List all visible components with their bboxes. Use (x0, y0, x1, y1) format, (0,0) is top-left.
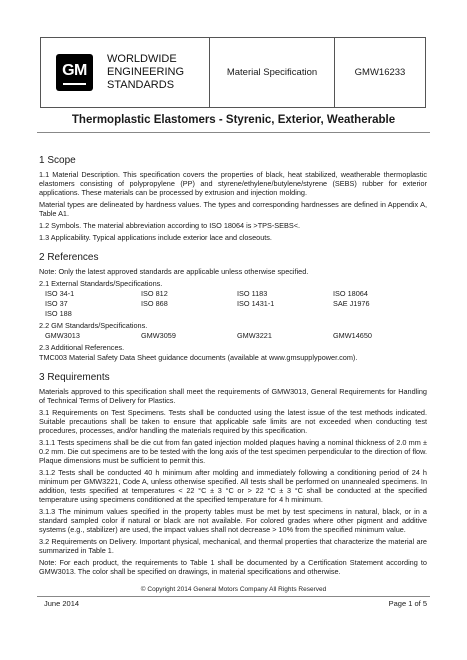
requirements-paragraph: Materials approved to this specification shall meet the requirements of GMW3013, General Requirements for Handling of Technical Terms of Delivery for Plastics. (39, 387, 427, 405)
section-references-heading: 2 References (39, 252, 99, 263)
external-standards-list (39, 289, 427, 319)
external-standards-label: 2.1 External Standards/Specifications. (39, 279, 163, 288)
gm-standards-list (39, 331, 427, 341)
footer-divider (37, 596, 430, 597)
scope-paragraph: 1.1 Material Description. This specification covers the properties of black, heat stabilized, weatherable thermoplastic elastomers consisting of polypropylene (PP) and styrene/ethylene/butylene/styrene (SEBS) rubber for exterior applications. These materials can be processed by extrusion and injection molding. (39, 170, 427, 197)
standard-item: GMW14650 (333, 331, 372, 340)
page-number: Page 1 of 5 (388, 599, 427, 608)
standard-item: ISO 188 (45, 309, 72, 318)
standard-item: GMW3059 (141, 331, 176, 340)
gm-logo (56, 54, 93, 91)
document-body (39, 155, 427, 579)
standards-line-2: ENGINEERING (107, 66, 185, 78)
requirements-paragraph: 3.1.2 Tests shall be conducted 40 h minimum after molding and immediately following a conditioning period of 24 h minimum per GMW3221, Code A, unless otherwise specified. All tests shall be performed on unannealed specimens. In addition, tests specified at temperatures < 22 °C ± 3 °C or > 22 °C ± 3 °C shall be conducted at the specified temperature using specimens conditioned at the specified temperature for 4 h minimum. (39, 468, 427, 504)
additional-references-text: TMC003 Material Safety Data Sheet guidance documents (available at www.gmsupplypower.com). (39, 353, 358, 362)
document-title: Thermoplastic Elastomers - Styrenic, Exterior, Weatherable (71, 114, 396, 126)
standard-item: ISO 37 (45, 299, 68, 308)
standards-line-3: STANDARDS (107, 79, 175, 91)
title-divider (37, 132, 430, 133)
requirements-note: Note: For each product, the requirements to Table 1 shall be documented by a Certification Statement according to GMW3013. The color shall be specified on drawings, in material specifications and otherwise. (39, 558, 427, 576)
requirements-paragraph: 3.2 Requirements on Delivery. Important physical, mechanical, and thermal properties that characterize the material are summarized in Table 1. (39, 537, 427, 555)
header-logo-cell (41, 38, 210, 107)
standard-item: ISO 1183 (237, 289, 268, 298)
requirements-paragraph: 3.1.3 The minimum values specified in the property tables must be met by test specimens in natural, black, or in a standard sampled color if natural or black are not available. For colored grades where other pigment and additive systems (e.g., stabilizer) are used, the impact values shall not decrease > 10% from the specified minimum value. (39, 507, 427, 534)
standard-item: ISO 812 (141, 289, 168, 298)
scope-paragraph: 1.3 Applicability. Typical applications include exterior lace and closeouts. (39, 233, 272, 242)
spec-type: Material Specification (210, 38, 335, 107)
document-header (40, 37, 426, 108)
standard-item: ISO 18064 (333, 289, 368, 298)
copyright-notice: © Copyright 2014 General Motors Company All Rights Reserved (140, 586, 327, 593)
references-note: Note: Only the latest approved standards are applicable unless otherwise specified. (39, 267, 309, 276)
scope-paragraph: 1.2 Symbols. The material abbreviation according to ISO 18064 is >TPS-SEBS<. (39, 221, 301, 230)
requirements-paragraph: 3.1.1 Tests specimens shall be die cut from fan gated injection molded plaques having a nominal thickness of 2.0 mm ± 0.2 mm. Die cut specimens are to be tested with the long axis of the test specimen perpendicular to the direction of flow. Plaque dimensions must be sufficient to permit this. (39, 438, 427, 465)
standard-item: ISO 34-1 (45, 289, 75, 298)
scope-paragraph: Material types are delineated by hardness values. The types and corresponding hardnesses are defined in Appendix A, Table A1. (39, 200, 427, 218)
standard-item: ISO 868 (141, 299, 168, 308)
spec-number: GMW16233 (354, 67, 406, 78)
standard-item: GMW3013 (45, 331, 80, 340)
standard-item: ISO 1431-1 (237, 299, 275, 308)
standard-item: GMW3221 (237, 331, 272, 340)
standard-item: SAE J1976 (333, 299, 370, 308)
footer-date: June 2014 (44, 599, 80, 608)
standards-line-1: WORLDWIDE (107, 53, 177, 65)
section-requirements-heading: 3 Requirements (39, 372, 110, 383)
gm-standards-label: 2.2 GM Standards/Specifications. (39, 321, 148, 330)
section-scope-heading: 1 Scope (39, 155, 76, 166)
requirements-paragraph: 3.1 Requirements on Test Specimens. Tests shall be conducted using the latest issue of the test methods indicated. Suitable precautions shall be taken to ensure that applicable safe limits are not exceeded when conducting test procedures, processes, and/or handling the materials required by this specification. (39, 408, 427, 435)
additional-references-label: 2.3 Additional References. (39, 343, 125, 352)
standards-label (107, 53, 184, 92)
gm-logo-text: GM (62, 62, 87, 79)
